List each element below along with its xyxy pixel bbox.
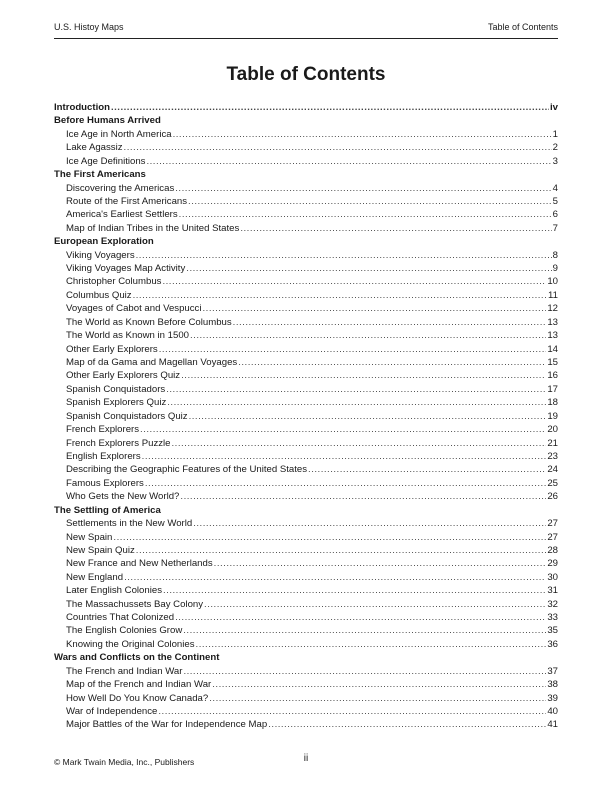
toc-entry [54, 262, 558, 275]
toc-entry-label: The English Colonies Grow [66, 625, 183, 637]
dot-leader [136, 249, 552, 262]
toc-entry-label: Other Early Explorers Quiz [66, 370, 181, 382]
toc-entry [54, 182, 558, 195]
toc-entry-page: 23 [547, 450, 558, 462]
toc-entry-label: Before Humans Arrived [54, 115, 161, 127]
dot-leader [238, 356, 546, 369]
toc-section-heading [54, 651, 558, 664]
toc-entry [54, 638, 558, 651]
toc-entry-label: The World as Known in 1500 [66, 330, 190, 342]
toc-entry-page: 6 [552, 209, 558, 221]
toc-entry-page: 17 [547, 383, 558, 395]
toc-entry-label: New Spain [66, 531, 113, 543]
toc-entry [54, 329, 558, 342]
toc-entry-label: Discovering the Americas [66, 182, 175, 194]
toc-entry-label: Introduction [54, 102, 110, 113]
toc-entry [54, 463, 558, 476]
toc-entry-page: 3 [552, 155, 558, 167]
toc-entry-page: 26 [547, 491, 558, 503]
running-header [54, 22, 558, 36]
dot-leader [172, 437, 547, 450]
toc-entry-page: 5 [552, 195, 558, 207]
toc-section-heading [54, 114, 558, 127]
toc-entry [54, 101, 558, 114]
toc-entry-page: 7 [552, 222, 558, 234]
toc-entry [54, 531, 558, 544]
toc-entry-label: The French and Indian War [66, 665, 183, 677]
toc-entry-label: Columbus Quiz [66, 289, 132, 301]
toc-entry-page: 16 [547, 370, 558, 382]
dot-leader [124, 141, 552, 154]
dot-leader [308, 463, 546, 476]
toc-entry-label: Settlements in the New World [66, 518, 193, 530]
toc-entry-label: Route of the First Americans [66, 195, 188, 207]
toc-entry-label: Viking Voyagers [66, 249, 135, 261]
toc-entry [54, 705, 558, 718]
toc-entry-label: Later English Colonies [66, 585, 162, 597]
dot-leader [183, 665, 546, 678]
toc-entry [54, 611, 558, 624]
dot-leader [145, 477, 546, 490]
dot-leader [111, 101, 549, 114]
toc-entry-label: Wars and Conflicts on the Continent [54, 652, 220, 664]
header-rule [54, 38, 558, 39]
toc-entry [54, 396, 558, 409]
page-title: Table of Contents [226, 64, 386, 85]
toc-entry [54, 584, 558, 597]
dot-leader [196, 638, 547, 651]
toc-entry [54, 678, 558, 691]
toc-entry-page: 33 [547, 612, 558, 624]
dot-leader [142, 450, 547, 463]
dot-leader [204, 598, 546, 611]
toc-entry-page: 27 [547, 531, 558, 543]
toc-entry [54, 624, 558, 637]
toc-entry [54, 343, 558, 356]
toc-entry [54, 289, 558, 302]
toc-entry [54, 692, 558, 705]
dot-leader [212, 678, 546, 691]
toc-entry-page: 28 [547, 544, 558, 556]
toc-entry-label: Spanish Explorers Quiz [66, 397, 167, 409]
toc-entry-label: New France and New Netherlands [66, 558, 213, 570]
toc-entry-page: 40 [547, 705, 558, 717]
dot-leader [240, 222, 551, 235]
dot-leader [162, 275, 546, 288]
toc-section-heading [54, 168, 558, 181]
toc-entry-label: How Well Do You Know Canada? [66, 692, 209, 704]
dot-leader [158, 705, 546, 718]
toc-entry-label: Map of Indian Tribes in the United States [66, 222, 240, 234]
dot-leader [175, 611, 546, 624]
toc-entry-page: 1 [552, 128, 558, 140]
toc-entry [54, 423, 558, 436]
toc-entry-page: 21 [547, 437, 558, 449]
toc-entry-label: Describing the Geographic Features of the United States [66, 464, 308, 476]
toc-entry-page: 14 [547, 343, 558, 355]
footer-publisher: © Mark Twain Media, Inc., Publishers [54, 757, 195, 767]
toc-entry [54, 571, 558, 584]
toc-entry-page: 37 [547, 665, 558, 677]
dot-leader [268, 718, 546, 731]
toc-entry [54, 302, 558, 315]
toc-entry-label: Voyages of Cabot and Vespucci [66, 303, 202, 315]
dot-leader [190, 329, 546, 342]
dot-leader [124, 571, 546, 584]
toc-entry-label: America's Earliest Settlers [66, 209, 178, 221]
toc-entry [54, 410, 558, 423]
toc-entry-page: 15 [547, 357, 558, 369]
toc-entry [54, 141, 558, 154]
toc-entry-page: 30 [547, 571, 558, 583]
toc-entry-label: Knowing the Original Colonies [66, 638, 195, 650]
dot-leader [193, 517, 546, 530]
toc-entry-page: 4 [552, 182, 558, 194]
toc-entry-page: 2 [552, 142, 558, 154]
toc-entry-label: Who Gets the New World? [66, 491, 180, 503]
dot-leader [214, 557, 547, 570]
toc-entry-page: 41 [547, 719, 558, 731]
toc-entry-label: Ice Age in North America [66, 128, 172, 140]
toc-entry [54, 356, 558, 369]
toc-section-heading [54, 235, 558, 248]
toc-entry-page: 11 [548, 289, 558, 301]
toc-entry-label: Famous Explorers [66, 477, 144, 489]
dot-leader [136, 544, 547, 557]
header-book-title: U.S. Histoy Maps [54, 22, 124, 32]
toc-entry-label: New Spain Quiz [66, 544, 135, 556]
dot-leader [179, 208, 552, 221]
dot-leader [183, 624, 546, 637]
toc-entry-page: 18 [547, 397, 558, 409]
toc-entry-label: Countries That Colonized [66, 612, 175, 624]
toc-entry-label: Lake Agassiz [66, 142, 123, 154]
toc-entry-page: 35 [547, 625, 558, 637]
toc-entry [54, 195, 558, 208]
toc-entry-page: 10 [547, 276, 558, 288]
dot-leader [173, 128, 552, 141]
toc-entry [54, 665, 558, 678]
toc-entry [54, 490, 558, 503]
toc-entry-label: European Exploration [54, 236, 154, 248]
toc-entry-label: The Massachussets Bay Colony [66, 598, 204, 610]
toc-entry-page: 13 [547, 316, 558, 328]
toc-entry-label: English Explorers [66, 450, 141, 462]
toc-entry-label: Christopher Columbus [66, 276, 162, 288]
toc-entry-label: Viking Voyages Map Activity [66, 263, 186, 275]
dot-leader [163, 584, 546, 597]
toc-entry [54, 383, 558, 396]
toc-entry-page: 38 [547, 679, 558, 691]
toc-entry [54, 544, 558, 557]
toc-entry-label: The World as Known Before Columbus [66, 316, 232, 328]
toc-entry-page: 31 [547, 585, 558, 597]
dot-leader [180, 490, 546, 503]
toc-entry-label: The First Americans [54, 169, 146, 181]
toc-section-heading [54, 504, 558, 517]
toc-entry [54, 128, 558, 141]
dot-leader [181, 369, 546, 382]
toc-entry [54, 249, 558, 262]
toc-entry-label: Map of da Gama and Magellan Voyages [66, 357, 238, 369]
toc-entry-label: Map of the French and Indian War [66, 679, 212, 691]
toc-entry-page: 29 [547, 558, 558, 570]
toc-entry-label: The Settling of America [54, 504, 161, 516]
toc-entry-page: 13 [547, 330, 558, 342]
toc-entry-page: 36 [547, 638, 558, 650]
toc-entry-page: 39 [547, 692, 558, 704]
dot-leader [166, 383, 546, 396]
dot-leader [202, 302, 546, 315]
footer-page-number: ii [303, 753, 309, 764]
toc-entry [54, 718, 558, 731]
toc-entry [54, 316, 558, 329]
toc-entry [54, 208, 558, 221]
toc-entry-page: 12 [547, 303, 558, 315]
toc-entry [54, 222, 558, 235]
toc-entry-page: 32 [547, 598, 558, 610]
toc-entry [54, 557, 558, 570]
toc-entry-label: Spanish Conquistadors [66, 383, 166, 395]
toc-entry [54, 437, 558, 450]
dot-leader [175, 182, 551, 195]
toc-entry [54, 275, 558, 288]
dot-leader [186, 262, 551, 275]
toc-entry-label: Ice Age Definitions [66, 155, 146, 167]
toc-entry-label: Other Early Explorers [66, 343, 158, 355]
header-section-title: Table of Contents [487, 22, 558, 32]
dot-leader [209, 692, 546, 705]
dot-leader [233, 316, 547, 329]
dot-leader [189, 410, 547, 423]
dot-leader [140, 423, 546, 436]
toc-entry-label: French Explorers [66, 424, 140, 436]
toc-entry-page: 19 [547, 410, 558, 422]
toc-entry [54, 477, 558, 490]
toc-entry [54, 517, 558, 530]
toc-entry-label: War of Independence [66, 705, 158, 717]
toc-entry-label: French Explorers Puzzle [66, 437, 171, 449]
toc-entry [54, 450, 558, 463]
toc-entry-page: 9 [552, 263, 558, 275]
dot-leader [188, 195, 552, 208]
toc-entry-label: Spanish Conquistadors Quiz [66, 410, 188, 422]
dot-leader [133, 289, 547, 302]
toc-entry-page: 24 [547, 464, 558, 476]
dot-leader [159, 343, 547, 356]
toc-entry-page: iv [549, 102, 558, 113]
toc-entry-page: 8 [552, 249, 558, 261]
dot-leader [167, 396, 546, 409]
toc-entry-page: 27 [547, 518, 558, 530]
toc-entry-page: 25 [547, 477, 558, 489]
toc-entry-label: Major Battles of the War for Independence Map [66, 719, 268, 731]
toc-entry-label: New England [66, 571, 124, 583]
dot-leader [146, 155, 551, 168]
toc-entry [54, 598, 558, 611]
dot-leader [113, 531, 546, 544]
toc-entry-page: 20 [547, 424, 558, 436]
toc-entry [54, 369, 558, 382]
table-of-contents [54, 101, 558, 732]
toc-entry [54, 155, 558, 168]
